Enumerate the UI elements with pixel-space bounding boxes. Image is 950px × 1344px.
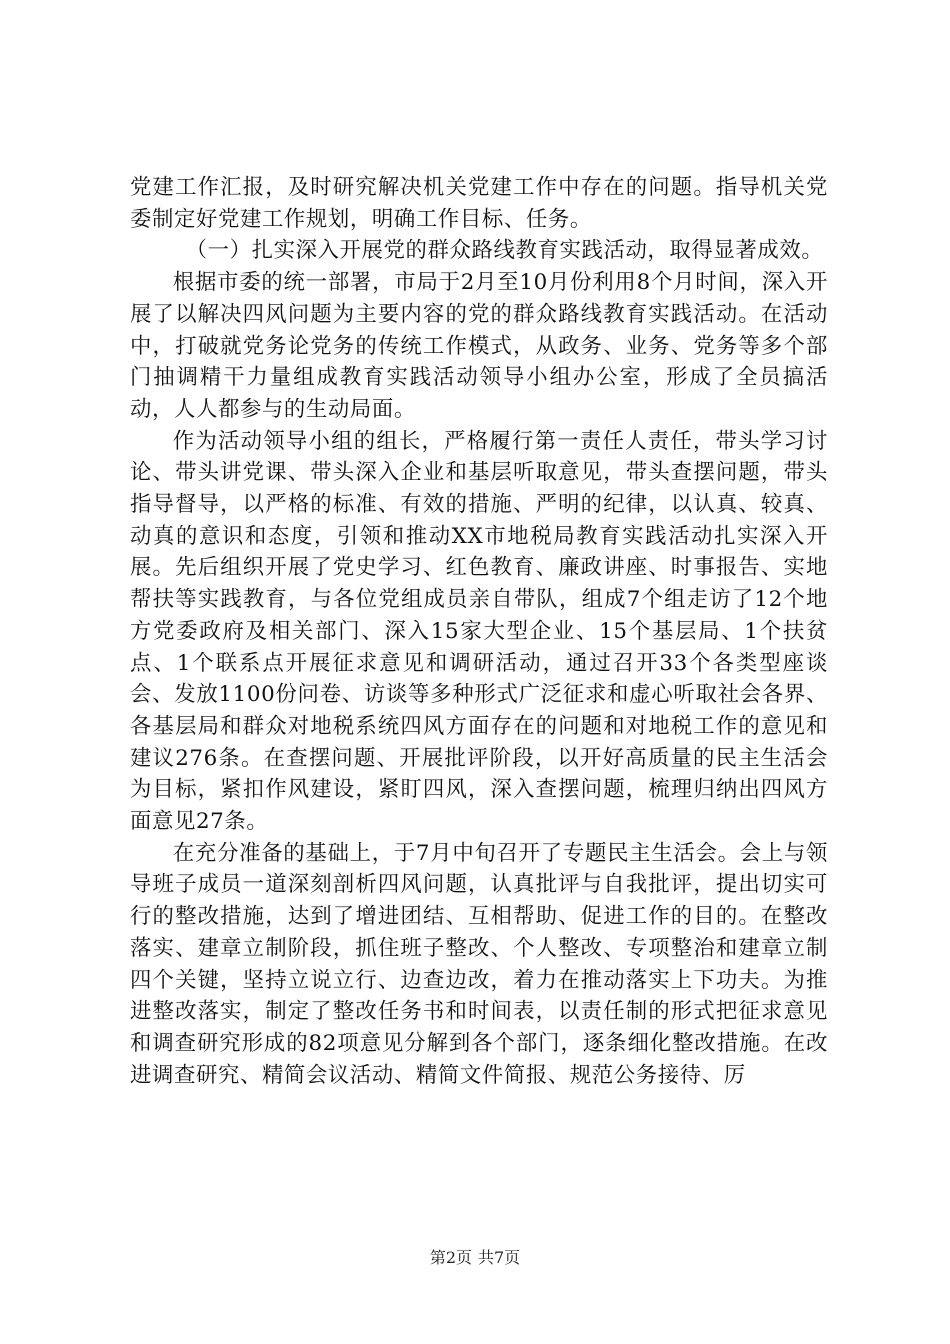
paragraph: 作为活动领导小组的组长，严格履行第一责任人责任，带头学习讨论、带头讲党课、带头深入企业和基层听取意见，带头查摆问题，带头指导督导，以严格的标准、有效的措施、严明的纪律，以认真、较真、动真的意识和态度，引领和推动XX市地税局教育实践活动扎实深入开展。先后组织开展了党史学习、红色教育、廉政讲座、时事报告、实地帮扶等实践教育，与各位党组成员亲自带队，组成7个组走访了12个地方党委政府及相关部门、深入15家大型企业、15个基层局、1个扶贫点、1个联系点开展征求意见和调研活动，通过召开33个各类型座谈会、发放1100份问卷、访谈等多种形式广泛征求和虚心听取社会各界、各基层局和群众对地税系统四风方面存在的问题和对地税工作的意见和建议276条。在查摆问题、开展批评阶段，以开好高质量的民主生活会为目标，紧扣作风建设，紧盯四风，深入查摆问题，梳理归纳出四风方面意见27条。: [130, 428, 828, 835]
paragraph: 根据市委的统一部署，市局于2月至10月份利用8个月时间，深入开展了以解决四风问题为主要内容的党的群众路线教育实践活动。在活动中，打破就党务论党务的传统工作模式，从政务、业务、党务等多个部门抽调精干力量组成教育实践活动领导小组办公室，形成了全员搞活动，人人都参与的生动局面。: [130, 270, 828, 422]
page-footer: [0, 1248, 950, 1268]
paragraph-continuation: 党建工作汇报，及时研究解决机关党建工作中存在的问题。指导机关党委制定好党建工作规划，明确工作目标、任务。: [130, 175, 828, 232]
page-total: 共7页: [478, 1248, 521, 1267]
document-body: [130, 172, 828, 1091]
page-number: 第2页: [429, 1248, 472, 1267]
section-heading: （一）扎实深入开展党的群众路线教育实践活动，取得显著成效。: [185, 238, 824, 264]
paragraph: 在充分准备的基础上，于7月中旬召开了专题民主生活会。会上与领导班子成员一道深刻剖析四风问题，认真批评与自我批评，提出切实可行的整改措施，达到了增进团结、互相帮助、促进工作的目的。在整改落实、建章立制阶段，抓住班子整改、个人整改、专项整治和建章立制四个关键，坚持立说立行、边查边改，着力在推动落实上下功夫。为推进整改落实，制定了整改任务书和时间表，以责任制的形式把征求意见和调查研究形成的82项意见分解到各个部门，逐条细化整改措施。在改进调查研究、精简会议活动、精简文件简报、规范公务接待、厉: [130, 840, 828, 1088]
